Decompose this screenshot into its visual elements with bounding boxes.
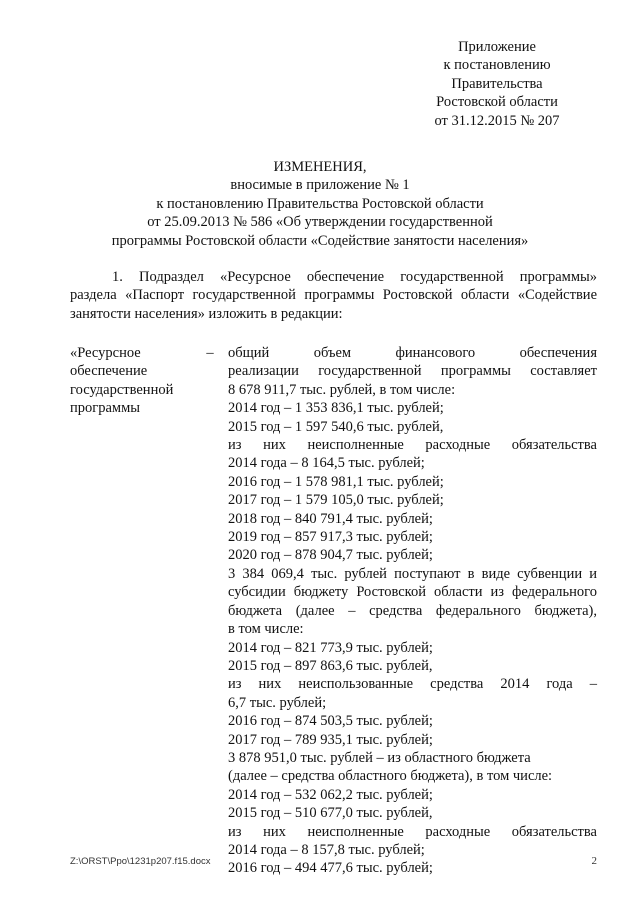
right-text-line: 6,7 тыс. рублей;: [228, 694, 327, 711]
title-line: к постановлению Правительства Ростовской области: [156, 195, 484, 212]
right-text-line: 2017 год – 1 579 105,0 тыс. рублей;: [228, 492, 444, 509]
right-text-line: 2017 год – 789 935,1 тыс. рублей;: [228, 731, 433, 748]
document-title: [40, 158, 600, 250]
left-label-line: обеспечение: [70, 363, 148, 380]
left-label-line: «Ресурсное: [70, 345, 141, 361]
approval-line: от 31.12.2015 № 207: [434, 112, 560, 129]
right-text-line: реализации государственной программы составляет: [228, 363, 597, 380]
table-right-column: [228, 344, 597, 878]
right-text-line: 2015 год – 1 597 540,6 тыс. рублей,: [228, 418, 444, 435]
intro-line: 1. Подраздел «Ресурсное обеспечение государственной программы»: [112, 269, 597, 285]
approval-block: [397, 38, 597, 130]
intro-line: занятости населения» изложить в редакции:: [70, 305, 343, 322]
title-line: программы Ростовской области «Содействие занятости населения»: [111, 232, 529, 249]
right-text-line: из них неисполненные расходные обязательства: [228, 823, 597, 840]
right-text-line: 3 384 069,4 тыс. рублей поступают в виде субвенции и: [228, 565, 597, 582]
right-text-line: субсидии бюджету Ростовской области из федерального: [228, 584, 597, 601]
approval-line: Приложение: [458, 39, 536, 55]
left-label-line: государственной: [70, 381, 174, 398]
right-text-line: из них неиспользованные средства 2014 года –: [228, 676, 597, 693]
right-text-line: 8 678 911,7 тыс. рублей, в том числе:: [228, 381, 456, 398]
intro-paragraph: [70, 268, 597, 323]
right-text-line: 2014 год – 532 062,2 тыс. рублей;: [228, 786, 433, 803]
table-dash: –: [206, 345, 214, 361]
left-label-line: программы: [70, 400, 140, 417]
right-text-line: 2014 год – 1 353 836,1 тыс. рублей;: [228, 400, 444, 417]
right-text-line: 2015 год – 897 863,6 тыс. рублей,: [228, 657, 433, 674]
right-text-line: 2019 год – 857 917,3 тыс. рублей;: [228, 529, 433, 546]
intro-line: раздела «Паспорт государственной программы Ростовской области «Содействие: [70, 287, 597, 304]
right-text-line: 2014 года – 8 157,8 тыс. рублей;: [228, 841, 425, 858]
right-text-line: из них неисполненные расходные обязательства: [228, 437, 597, 454]
right-text-line: 2014 год – 821 773,9 тыс. рублей;: [228, 639, 433, 656]
title-line: вносимые в приложение № 1: [230, 177, 410, 194]
title-heading: ИЗМЕНЕНИЯ,: [273, 159, 367, 175]
right-text-line: 2015 год – 510 677,0 тыс. рублей,: [228, 805, 433, 822]
right-text-line: 2018 год – 840 791,4 тыс. рублей;: [228, 510, 433, 527]
right-text-line: 2016 год – 1 578 981,1 тыс. рублей;: [228, 473, 444, 490]
table-left-column: [70, 344, 210, 418]
right-text-line: бюджета (далее – средства федерального бюджета),: [228, 602, 597, 619]
footer-file-path: Z:\ORST\Ppo\1231p207.f15.docx: [70, 856, 211, 867]
right-text-line: 2016 год – 494 477,6 тыс. рублей;: [228, 860, 433, 877]
title-line: от 25.09.2013 № 586 «Об утверждении государственной: [147, 214, 493, 231]
right-text-line: 2014 года – 8 164,5 тыс. рублей;: [228, 455, 425, 472]
right-text-line: 2020 год – 878 904,7 тыс. рублей;: [228, 547, 433, 564]
approval-line: к постановлению: [443, 57, 551, 74]
approval-line: Ростовской области: [436, 94, 558, 111]
right-text-line: 2016 год – 874 503,5 тыс. рублей;: [228, 713, 433, 730]
right-text-line: (далее – средства областного бюджета), в том числе:: [228, 768, 553, 785]
right-text-line: в том числе:: [228, 621, 304, 638]
footer-page-number: 2: [591, 855, 597, 867]
approval-line: Правительства: [451, 75, 543, 92]
right-text-line: 3 878 951,0 тыс. рублей – из областного бюджета: [228, 749, 531, 766]
right-text-line: общий объем финансового обеспечения: [228, 345, 597, 361]
